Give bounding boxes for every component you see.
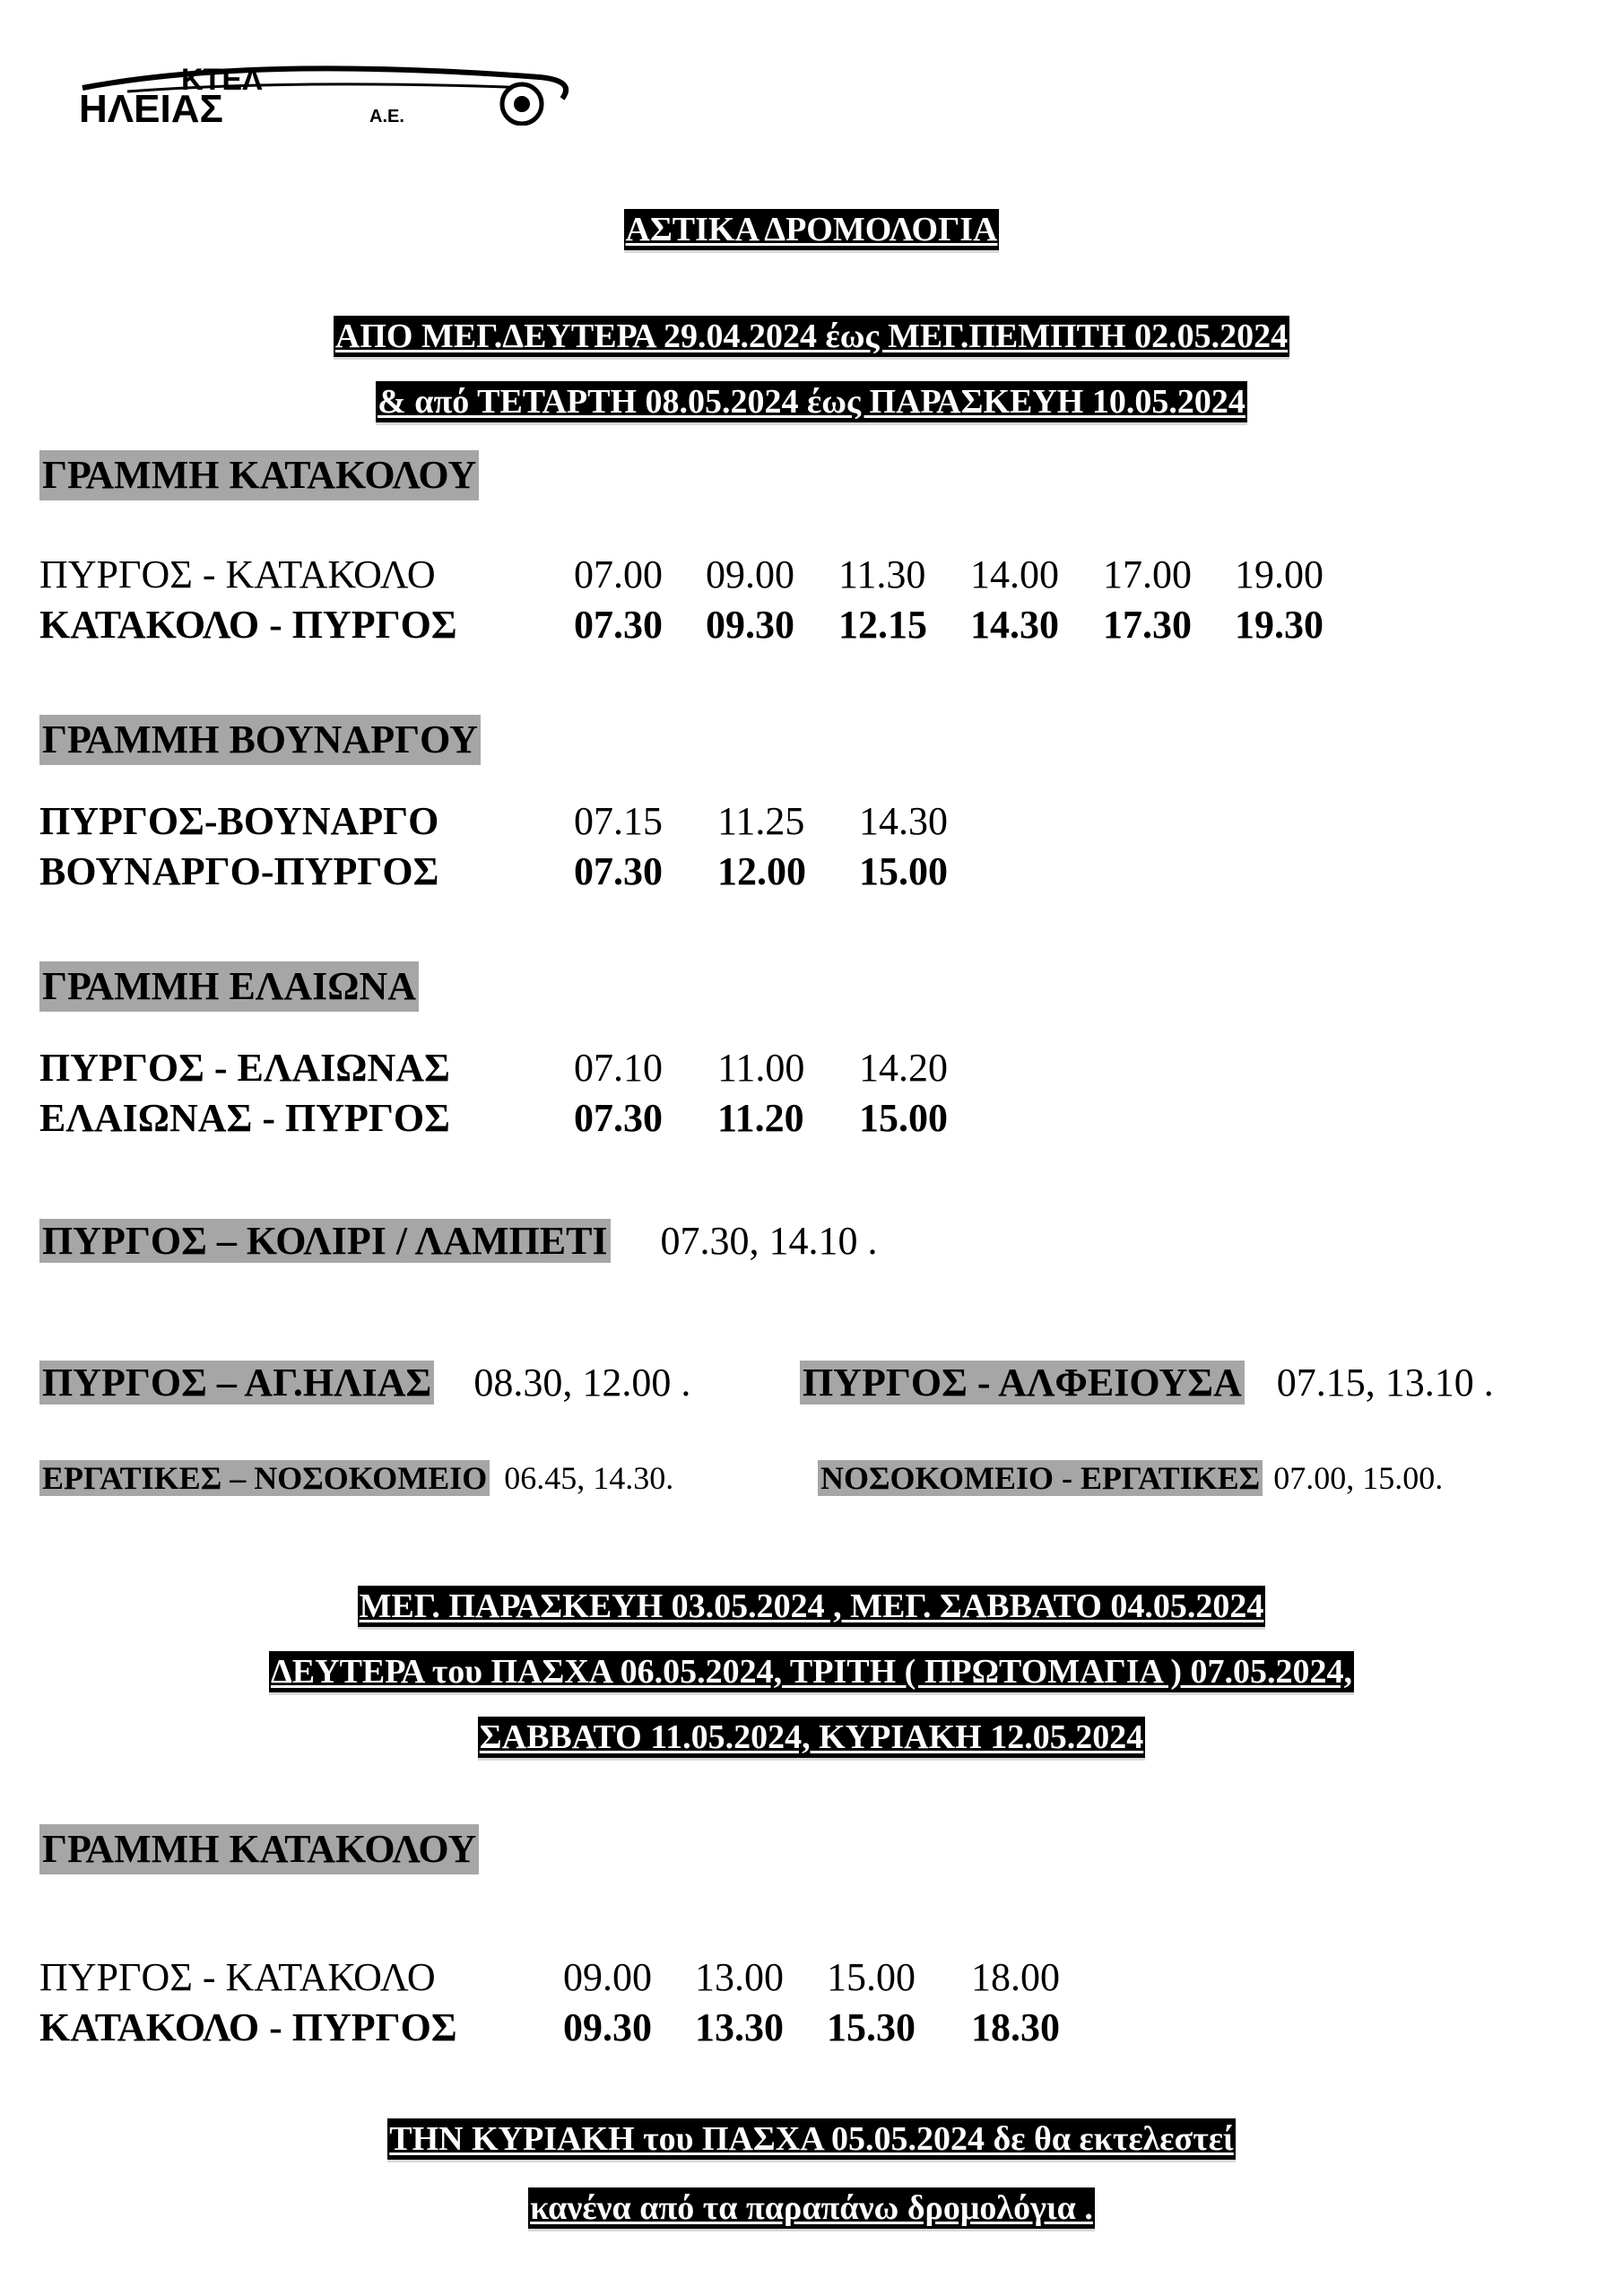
route-name: ΠΥΡΓΟΣ-ΒΟΥΝΑΡΓΟ xyxy=(39,799,439,843)
departure-time: 07.30 xyxy=(574,1096,663,1140)
route-times: 07.00, 15.00. xyxy=(1273,1460,1444,1496)
route-name: ΠΥΡΓΟΣ - ΚΑΤΑΚΟΛΟ xyxy=(39,552,436,596)
departure-time: 07.15 xyxy=(574,799,663,843)
period1-line2 xyxy=(0,381,1623,425)
departure-time: 07.30 xyxy=(574,603,663,647)
departure-time: 15.00 xyxy=(859,849,948,893)
departure-time: 12.15 xyxy=(838,603,927,647)
route-name: ΕΛΑΙΩΝΑΣ - ΠΥΡΓΟΣ xyxy=(39,1096,450,1140)
page-title xyxy=(0,209,1623,253)
departure-time: 12.00 xyxy=(717,849,806,893)
route-times: 07.15, 13.10 . xyxy=(1276,1361,1494,1405)
departure-time: 13.00 xyxy=(695,1955,784,1999)
departure-time: 07.30 xyxy=(574,849,663,893)
departure-time: 14.30 xyxy=(970,603,1059,647)
agios-ilias-route xyxy=(39,1358,690,1408)
route-name: ΠΥΡΓΟΣ - ΕΛΑΙΩΝΑΣ xyxy=(39,1046,450,1090)
departure-time: 09.30 xyxy=(706,603,794,647)
logo-suffix: Α.Ε. xyxy=(369,107,404,126)
departure-time: 17.00 xyxy=(1103,552,1192,596)
route-label: ΕΡΓΑΤΙΚΕΣ – ΝΟΣΟΚΟΜΕΙΟ xyxy=(39,1460,490,1496)
route-name: ΚΑΤΑΚΟΛΟ - ΠΥΡΓΟΣ xyxy=(39,603,457,647)
departure-time: 13.30 xyxy=(695,2005,784,2049)
katakolo-holiday-heading: ΓΡΑΜΜΗ ΚΑΤΑΚΟΛΟΥ xyxy=(39,1824,479,1874)
departure-time: 11.20 xyxy=(717,1096,804,1140)
elaiona-heading: ΓΡΑΜΜΗ ΕΛΑΙΩΝΑ xyxy=(39,961,419,1012)
period2-line2-text: ΔΕΥΤΕΡΑ του ΠΑΣΧΑ 06.05.2024, ΤΡΙΤΗ ( ΠΡΩΤΟΜΑΓΙΑ ) 07.05.2024, xyxy=(269,1651,1354,1695)
page-title-text: ΑΣΤΙΚΑ ΔΡΟΜΟΛΟΓΙΑ xyxy=(624,209,1000,253)
departure-time: 19.30 xyxy=(1235,603,1324,647)
route-name: ΚΑΤΑΚΟΛΟ - ΠΥΡΓΟΣ xyxy=(39,2005,457,2049)
departure-time: 15.00 xyxy=(859,1096,948,1140)
route-name: ΒΟΥΝΑΡΓΟ-ΠΥΡΓΟΣ xyxy=(39,849,439,893)
period1-line1-text: ΑΠΟ ΜΕΓ.ΔΕΥΤΕΡΑ 29.04.2024 έως ΜΕΓ.ΠΕΜΠΤΗ 02.05.2024 xyxy=(334,316,1289,360)
notice-line1 xyxy=(0,2118,1623,2162)
katakolo-heading: ΓΡΑΜΜΗ ΚΑΤΑΚΟΛΟΥ xyxy=(39,450,479,500)
notice-line1-text: ΤΗΝ ΚΥΡΙΑΚΗ του ΠΑΣΧΑ 05.05.2024 δε θα εκτελεστεί xyxy=(387,2118,1235,2162)
ktel-ilias-logo xyxy=(74,61,576,126)
nosokomeio-ergatikes-route xyxy=(818,1457,1443,1500)
route-times: 07.30, 14.10 . xyxy=(660,1219,878,1263)
departure-time: 18.30 xyxy=(971,2005,1060,2049)
departure-time: 07.10 xyxy=(574,1046,663,1090)
ktel-ilias-logo-graphic xyxy=(74,61,576,126)
departure-time: 11.00 xyxy=(717,1046,805,1090)
ergatikes-nosokomeio-route xyxy=(39,1457,673,1500)
period1-line2-text: & από ΤΕΤΑΡΤΗ 08.05.2024 έως ΠΑΡΑΣΚΕΥΗ 10.05.2024 xyxy=(376,381,1247,425)
period2-line1 xyxy=(0,1586,1623,1630)
period2-line2 xyxy=(0,1651,1623,1695)
departure-time: 19.00 xyxy=(1235,552,1324,596)
route-label: ΠΥΡΓΟΣ – ΚΟΛΙΡΙ / ΛΑΜΠΕΤΙ xyxy=(39,1219,611,1263)
route-label: ΠΥΡΓΟΣ - ΑΛΦΕΙΟΥΣΑ xyxy=(800,1361,1245,1405)
departure-time: 09.00 xyxy=(563,1955,652,1999)
route-label: ΠΥΡΓΟΣ – ΑΓ.ΗΛΙΑΣ xyxy=(39,1361,434,1405)
koliri-lampeti-route xyxy=(39,1216,878,1266)
period2-line3 xyxy=(0,1717,1623,1761)
departure-time: 15.30 xyxy=(827,2005,916,2049)
logo-line1: ΚΤΕΛ xyxy=(181,63,263,97)
route-label: ΝΟΣΟΚΟΜΕΙΟ - ΕΡΓΑΤΙΚΕΣ xyxy=(818,1460,1263,1496)
period2-line3-text: ΣΑΒΒΑΤΟ 11.05.2024, ΚΥΡΙΑΚΗ 12.05.2024 xyxy=(478,1717,1145,1761)
departure-time: 17.30 xyxy=(1103,603,1192,647)
departure-time: 07.00 xyxy=(574,552,663,596)
departure-time: 15.00 xyxy=(827,1955,916,1999)
departure-time: 11.30 xyxy=(838,552,926,596)
departure-time: 14.20 xyxy=(859,1046,948,1090)
departure-time: 09.30 xyxy=(563,2005,652,2049)
departure-time: 18.00 xyxy=(971,1955,1060,1999)
period2-line1-text: ΜΕΓ. ΠΑΡΑΣΚΕΥΗ 03.05.2024 , ΜΕΓ. ΣΑΒΒΑΤΟ 04.05.2024 xyxy=(358,1586,1266,1630)
route-times: 08.30, 12.00 . xyxy=(473,1361,691,1405)
departure-time: 11.25 xyxy=(717,799,805,843)
notice-line2 xyxy=(0,2187,1623,2231)
notice-line2-text: κανένα από τα παραπάνω δρομολόγια . xyxy=(528,2187,1095,2231)
departure-time: 14.30 xyxy=(859,799,948,843)
period1-line1 xyxy=(0,316,1623,360)
logo-line2: ΗΛΕΙΑΣ xyxy=(79,87,223,126)
route-name: ΠΥΡΓΟΣ - ΚΑΤΑΚΟΛΟ xyxy=(39,1955,436,1999)
departure-time: 09.00 xyxy=(706,552,794,596)
alfeiousa-route xyxy=(800,1358,1494,1408)
route-times: 06.45, 14.30. xyxy=(504,1460,674,1496)
vounargo-heading: ΓΡΑΜΜΗ ΒΟΥΝΑΡΓΟΥ xyxy=(39,715,481,765)
departure-time: 14.00 xyxy=(970,552,1059,596)
